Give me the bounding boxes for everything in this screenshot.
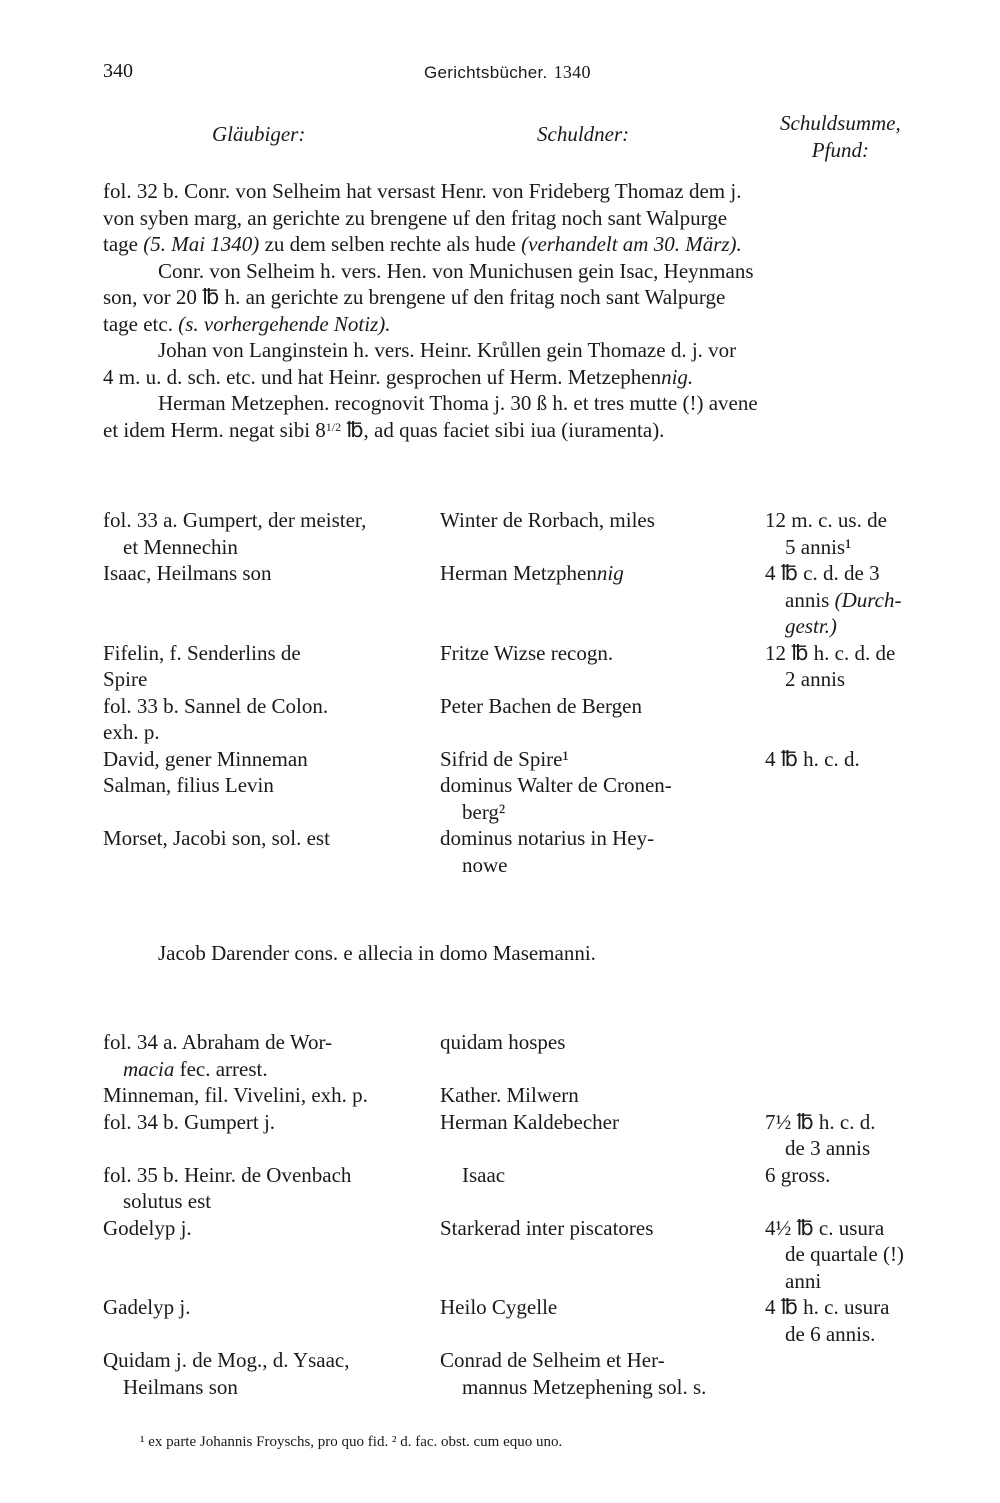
- sum-cell: [765, 825, 970, 878]
- text-line: [103, 417, 949, 444]
- cell-line: mannus Metzephening sol. s.: [462, 1374, 707, 1399]
- debtor-cell: [440, 746, 765, 773]
- cell-line: 12 m. c. us. de: [765, 508, 887, 532]
- debtor-cell: [440, 1347, 765, 1400]
- cell-line: Gadelyp j.: [103, 1295, 191, 1319]
- text-fragment: Johan von Langinstein h. vers. Heinr. Krůllen gein Thomaze d. j. vor: [158, 338, 737, 362]
- debtor-cell: [440, 1215, 765, 1295]
- cell-line: David, gener Minneman: [103, 746, 308, 771]
- text-line: [103, 231, 949, 258]
- column-header-sum-line2: Pfund:: [811, 138, 869, 162]
- cell-line: 4 ℔ h. c. usura: [765, 1295, 890, 1319]
- creditor-cell: [103, 560, 440, 640]
- sum-cell: [765, 560, 970, 640]
- creditor-cell: [103, 1162, 440, 1215]
- sum-cell: [765, 1082, 970, 1109]
- debtor-cell: [440, 1162, 765, 1215]
- table-row: [103, 1082, 973, 1109]
- cell-line: [103, 1056, 440, 1083]
- cell-line: et Mennechin: [123, 534, 238, 559]
- debtor-cell: [440, 825, 765, 878]
- cell-line: 5 annis¹: [785, 534, 852, 559]
- debtor-cell: [440, 1029, 765, 1082]
- text-fragment: Conr. von Selheim h. vers. Hen. von Munichusen gein Isac, Heynmans: [158, 258, 754, 283]
- debtor-cell: [440, 560, 765, 640]
- cell-line: quidam hospes: [440, 1030, 566, 1054]
- text-fragment: zu dem selben rechte als hude: [264, 232, 516, 256]
- debtor-cell: [440, 640, 765, 693]
- italic-note: gestr.): [785, 614, 837, 638]
- cell-fragment: annis: [785, 587, 830, 612]
- cell-line: de 3 annis: [785, 1136, 871, 1160]
- sum-cell: [765, 507, 970, 560]
- table-row: [103, 1109, 973, 1162]
- text-fragment: et idem Herm. negat sibi 8: [103, 417, 326, 442]
- column-header-sum: [780, 110, 901, 164]
- debtor-cell: [440, 1082, 765, 1109]
- cell-line: 4 ℔ h. c. d.: [765, 746, 860, 771]
- sum-cell: [765, 693, 970, 746]
- creditor-cell: [103, 1029, 440, 1082]
- cell-line: Fifelin, f. Senderlins de: [103, 640, 301, 665]
- text-line: [103, 390, 949, 417]
- cell-line: dominus Walter de Cronen-: [440, 773, 672, 797]
- cell-line: exh. p.: [103, 720, 160, 744]
- sum-cell: [765, 772, 970, 825]
- table-row: [103, 746, 973, 773]
- debtor-cell: [440, 772, 765, 825]
- text-fragment: tage etc.: [103, 311, 173, 336]
- table-row: [103, 507, 973, 560]
- text-fragment: ℔, ad quas faciet sibi iua (iuramenta).: [346, 417, 665, 442]
- text-fragment: tage: [103, 232, 138, 256]
- text-line: son, vor 20 ℔ h. an gerichte zu brengene uf den fritag noch sant Walpurge: [103, 285, 726, 309]
- italic-fragment: macia: [123, 1056, 175, 1081]
- debtor-cell: [440, 1109, 765, 1162]
- debtor-cell: [440, 693, 765, 746]
- cell-line: fol. 35 b. Heinr. de Ovenbach: [103, 1162, 352, 1187]
- entries-table-2: [103, 1029, 973, 1400]
- sum-cell: [765, 1029, 970, 1082]
- cell-line: de 6 annis.: [785, 1321, 876, 1346]
- cell-line: Kather. Milwern: [440, 1083, 579, 1107]
- footnote: ¹ ex parte Johannis Froyschs, pro quo fid. ² d. fac. obst. cum equo uno.: [140, 1434, 563, 1450]
- cell-line: nowe: [462, 852, 508, 877]
- cell-line: Salman, filius Levin: [103, 773, 274, 797]
- paragraph-1: [103, 178, 949, 258]
- debtor-cell: [440, 507, 765, 560]
- running-year: 1340: [553, 62, 591, 82]
- debtor-cell: [440, 1294, 765, 1347]
- sum-cell: [765, 1347, 970, 1400]
- cell-line: dominus notarius in Hey-: [440, 826, 655, 850]
- italic-fragment: nig.: [661, 364, 694, 389]
- creditor-cell: [103, 640, 440, 693]
- creditor-cell: [103, 507, 440, 560]
- sum-cell: [765, 1109, 970, 1162]
- cell-line: Herman Kaldebecher: [440, 1109, 619, 1134]
- table-row: [103, 1029, 973, 1082]
- paragraph-3: [103, 337, 949, 390]
- text-fragment: Herman Metzephen. recognovit Thoma j. 30 ß h. et tres mutte (!) avene: [158, 391, 758, 415]
- cell-line: Spire: [103, 667, 148, 691]
- sum-cell: [765, 746, 970, 773]
- cell-line: fol. 33 a. Gumpert, der meister,: [103, 508, 367, 532]
- table-row: [103, 560, 973, 640]
- cell-line: fol. 34 a. Abraham de Wor-: [103, 1030, 333, 1054]
- cell-line: Godelyp j.: [103, 1215, 192, 1240]
- creditor-cell: [103, 693, 440, 746]
- italic-note: (s. vorhergehende Notiz).: [178, 311, 391, 336]
- italic-date: (5. Mai 1340): [143, 232, 260, 256]
- italic-fragment: nig: [596, 561, 624, 585]
- cell-line: 2 annis: [785, 667, 846, 691]
- creditor-cell: [103, 1294, 440, 1347]
- text-line: [103, 364, 949, 391]
- table-row: [103, 772, 973, 825]
- sum-cell: [765, 640, 970, 693]
- creditor-cell: [103, 746, 440, 773]
- text-line: von syben marg, an gerichte zu brengene uf den fritag noch sant Walpurge: [103, 205, 728, 230]
- cell-line: berg²: [462, 799, 506, 824]
- table-row: [103, 640, 973, 693]
- creditor-cell: [103, 772, 440, 825]
- table-row: [103, 825, 973, 878]
- text-line: [103, 337, 949, 364]
- cell-line: 7½ ℔ h. c. d.: [765, 1109, 876, 1134]
- paragraph-block: [103, 178, 949, 443]
- paragraph-4: [103, 390, 949, 443]
- cell-line: Herman Metzphen: [440, 561, 597, 585]
- cell-line: 6 gross.: [765, 1162, 831, 1187]
- text-line: [103, 258, 949, 285]
- cell-line: de quartale (!): [785, 1242, 904, 1266]
- text-line: [103, 311, 949, 338]
- sum-cell: [765, 1294, 970, 1347]
- fraction: 1/2: [325, 419, 342, 434]
- cell-line: Sifrid de Spire¹: [440, 746, 569, 771]
- text-fragment: 4 m. u. d. sch. etc. und hat Heinr. gesprochen uf Herm. Metzephen: [103, 364, 662, 389]
- cell-line: Isaac: [462, 1162, 506, 1187]
- table-row: [103, 693, 973, 746]
- table-row: [103, 1294, 973, 1347]
- cell-line: 4½ ℔ c. usura: [765, 1215, 885, 1240]
- column-header-creditor: Gläubiger:: [212, 122, 306, 146]
- cell-line: Peter Bachen de Bergen: [440, 693, 642, 718]
- cell-line: Quidam j. de Mog., d. Ysaac,: [103, 1348, 350, 1372]
- text-line: fol. 32 b. Conr. von Selheim hat versast Henr. von Frideberg Thomaz dem j.: [103, 179, 742, 203]
- creditor-cell: [103, 825, 440, 878]
- cell-line: [765, 587, 970, 614]
- cell-fragment: fec. arrest.: [179, 1056, 268, 1081]
- cell-line: Isaac, Heilmans son: [103, 561, 272, 585]
- cell-line: anni: [785, 1268, 822, 1293]
- cell-line: Winter de Rorbach, miles: [440, 508, 655, 532]
- running-title: Gerichtsbücher.: [424, 63, 548, 82]
- cell-line: Conrad de Selheim et Her-: [440, 1348, 665, 1372]
- creditor-cell: [103, 1215, 440, 1295]
- centered-entry: Jacob Darender cons. e allecia in domo Masemanni.: [158, 941, 596, 965]
- italic-note: (Durch-: [834, 587, 902, 612]
- cell-line: Morset, Jacobi son, sol. est: [103, 826, 330, 850]
- sum-cell: [765, 1162, 970, 1215]
- cell-line: Fritze Wizse recogn.: [440, 640, 614, 665]
- sum-cell: [765, 1215, 970, 1295]
- table-row: [103, 1347, 973, 1400]
- cell-line: Heilo Cygelle: [440, 1295, 558, 1319]
- running-head: [424, 62, 591, 83]
- page-number: 340: [103, 60, 133, 82]
- cell-line: fol. 33 b. Sannel de Colon.: [103, 693, 329, 718]
- cell-line: fol. 34 b. Gumpert j.: [103, 1109, 276, 1134]
- italic-note: (verhandelt am 30. März).: [521, 232, 742, 256]
- cell-line: solutus est: [123, 1189, 212, 1213]
- cell-line: Minneman, fil. Vivelini, exh. p.: [103, 1083, 368, 1107]
- cell-line: 4 ℔ c. d. de 3: [765, 561, 880, 585]
- entries-table-1: [103, 507, 973, 878]
- table-row: [103, 1162, 973, 1215]
- creditor-cell: [103, 1347, 440, 1400]
- cell-line: Heilmans son: [123, 1374, 238, 1399]
- paragraph-2: [103, 258, 949, 338]
- cell-line: Starkerad inter piscatores: [440, 1215, 654, 1240]
- column-header-sum-line1: Schuldsumme,: [780, 111, 901, 135]
- creditor-cell: [103, 1082, 440, 1109]
- cell-line: 12 ℔ h. c. d. de: [765, 640, 896, 665]
- table-row: [103, 1215, 973, 1295]
- creditor-cell: [103, 1109, 440, 1162]
- column-header-debtor: Schuldner:: [537, 122, 630, 146]
